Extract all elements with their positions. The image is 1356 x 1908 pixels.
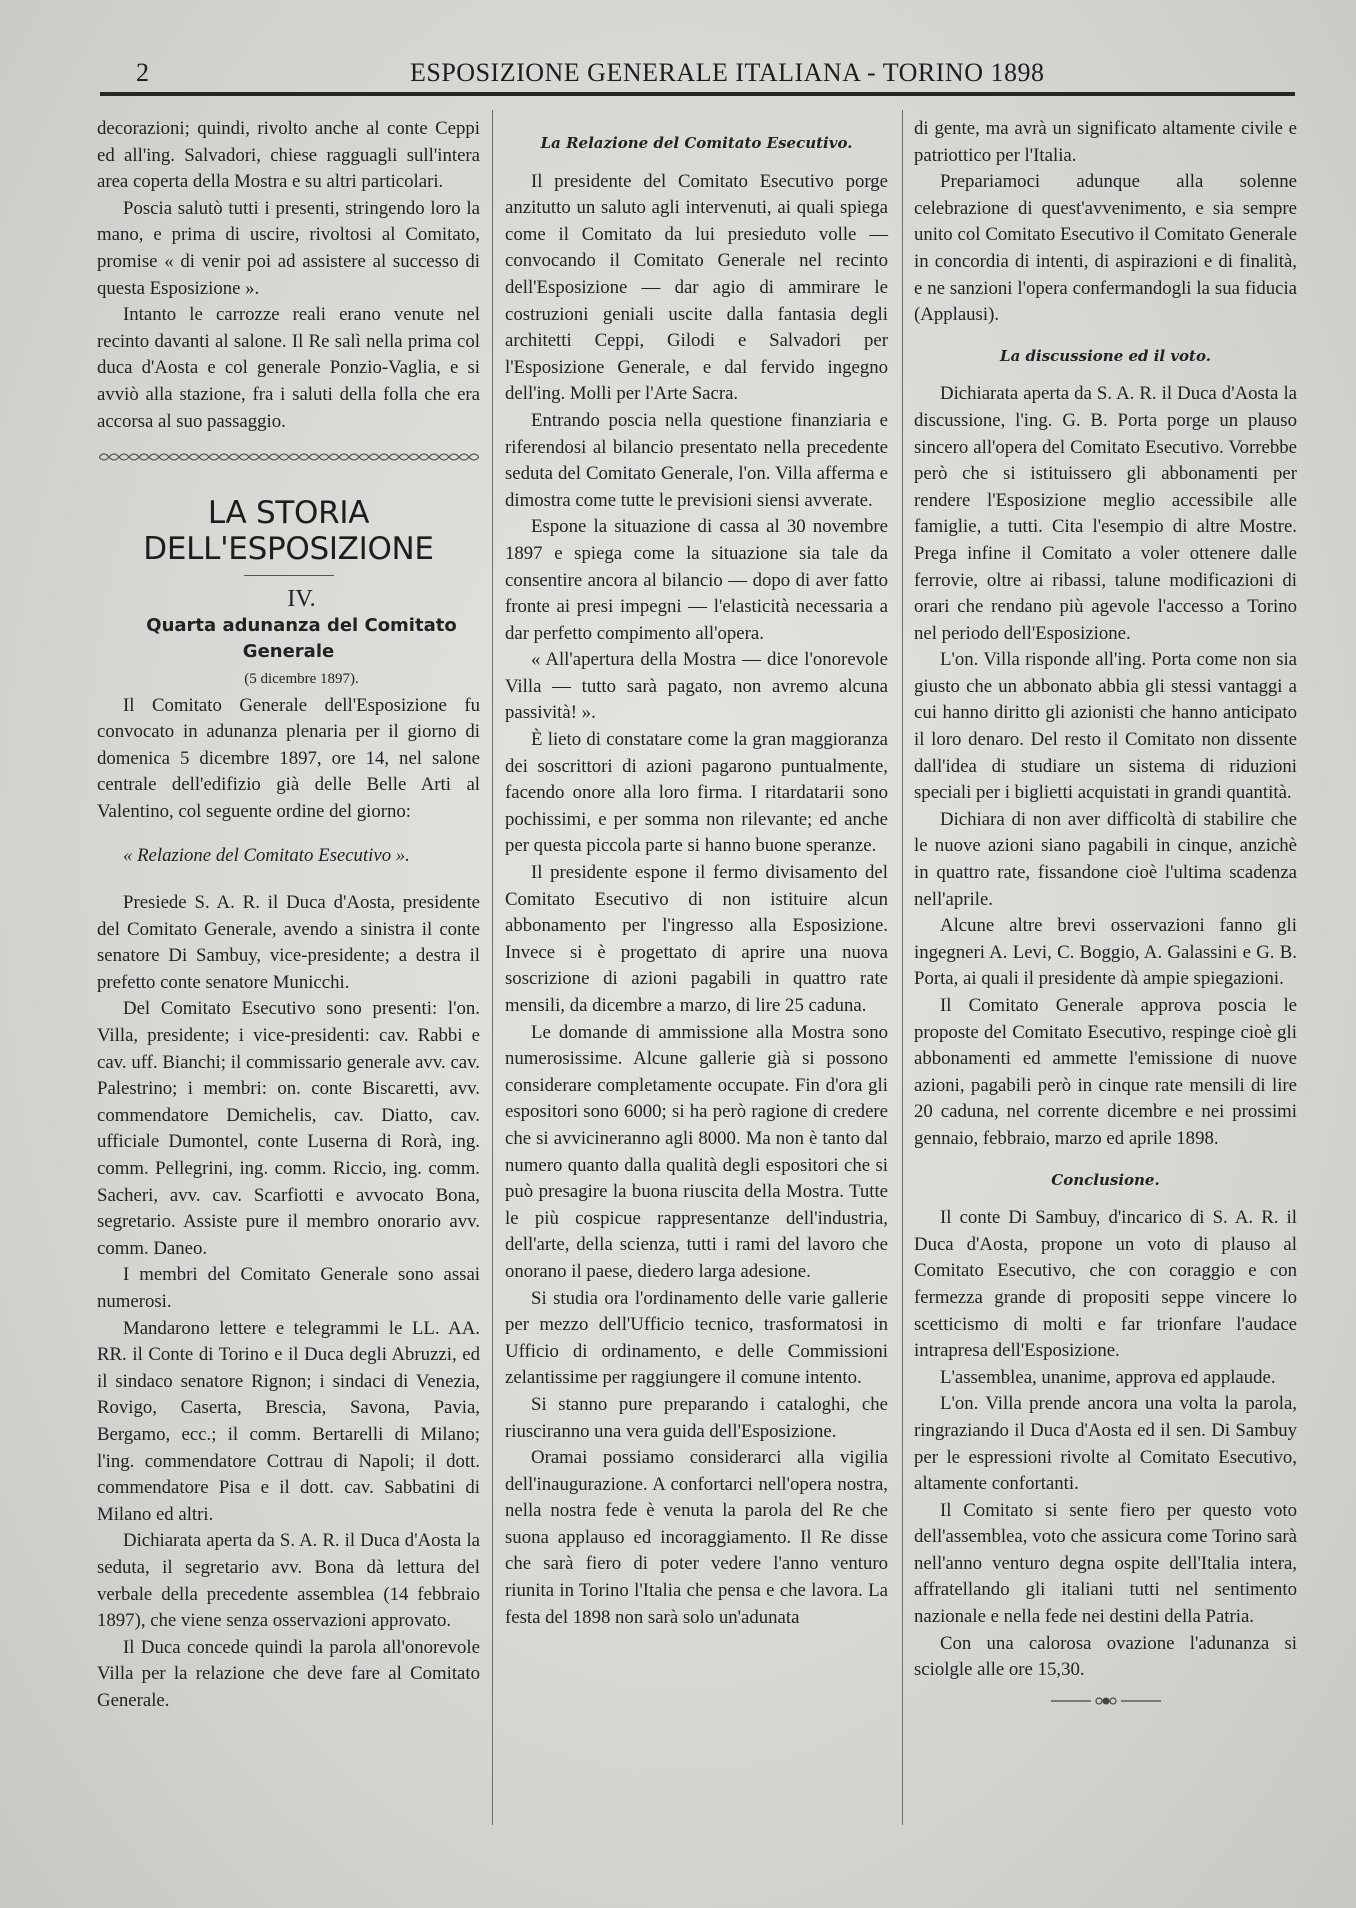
paragraph: Con una calorosa ovazione l'adunanza si sciolgle alle ore 15,30. (914, 1632, 1297, 1681)
paragraph: L'on. Villa prende ancora una volta la parola, ringraziando il Duca d'Aosta ed il sen. Di Sambuy per le espressioni rivolte al Comitato Esecutivo, altamente confortanti. (914, 1393, 1297, 1495)
paragraph: Le domande di ammissione alla Mostra sono numerosissime. Alcune gallerie già si possono considerare completamente occupate. Fin d'ora gli espositori sono 6000; si ha però ragione di credere che si avvicineranno agli 8000. Ma non è tanto dal numero quanto dalla qualità degli espositori che si può presagire la buona riuscita della Mostra. Tutte le più cospicue rappresentanze dell'industria, dell'arte, della scienza, tutti i rami del lavoro che onorano il paese, diedero larga adesione. (505, 1021, 888, 1282)
chapter-numeral: IV. (287, 586, 316, 613)
page-header (120, 52, 1300, 92)
paragraph: Il conte Di Sambuy, d'incarico di S. A. R. il Duca d'Aosta, propone un voto di plauso al Comitato Esecutivo, che con coraggio e con fermezza grande di propositi seppe vincere lo scetticismo di molti e far trionfare l'audace intrapresa dell'Esposizione. (914, 1207, 1297, 1362)
paragraph: « All'apertura della Mostra — dice l'onorevole Villa — tutto sarà pagato, non avremo alcuna passività! ». (505, 649, 888, 724)
paragraph: Il Comitato si sente fiero per questo voto dell'assemblea, voto che assicura come Torino sarà nell'anno venturo degna ospite dell'Italia intera, affratellando gli italiani tutti nel sentimento nazionale e nella fede nei destini della Patria. (914, 1499, 1297, 1628)
paragraph: Il Comitato Generale dell'Esposizione fu convocato in adunanza plenaria per il giorno di domenica 5 dicembre 1897, ore 14, nel salone centrale dell'edifizio già delle Belle Arti al Valentino, col seguente ordine del giorno: (97, 694, 480, 822)
paragraph: Espone la situazione di cassa al 30 novembre 1897 e spiega come la situazione sia tale da consentire ancora al bilancio — dopo di aver fatto fronte ai presi impegni — l'elasticità necessaria a dar perfetto compimento all'opera. (505, 516, 888, 644)
paragraph: Presiede S. A. R. il Duca d'Aosta, presidente del Comitato Generale, avendo a sinistra il conte senatore Di Sambuy, vice-presidente; a destra il prefetto conte senatore Municchi. (97, 892, 480, 993)
end-ornament (914, 1694, 1297, 1716)
running-title: ESPOSIZIONE GENERALE ITALIANA - TORINO 1898 (410, 58, 1045, 87)
agenda-item: « Relazione del Comitato Esecutivo ». (123, 845, 410, 867)
header-rule (100, 92, 1295, 96)
subheading: Conclusione. (1051, 1170, 1160, 1189)
paragraph: Dichiarata aperta da S. A. R. il Duca d'Aosta la seduta, il segretario avv. Bona dà lettura del verbale della precedente assemblea (14 febbraio 1897), che viene senza osservazioni approvato. (97, 1530, 480, 1632)
title-underline (244, 575, 334, 576)
paragraph: Dichiarata aperta da S. A. R. il Duca d'Aosta la discussione, l'ing. G. B. Porta porge un plauso sincero all'opera del Comitato Esecutivo. Vorrebbe però che si istituissero gli abbonamenti per rendere l'Esposizione meglio accessibile alle famiglie, a tutti. Cita l'esempio di altre Mostre. Prega infine il Comitato a voler ottenere dalle ferrovie, oltre ai ribassi, talune modificazioni di orari che rendano più agevole l'accesso a Torino nel periodo dell'Esposizione. (914, 383, 1297, 644)
paragraph: Si stanno pure preparando i cataloghi, che riusciranno una vera guida dell'Esposizione. (505, 1393, 888, 1442)
subheading: La discussione ed il voto. (1000, 346, 1211, 365)
column-divider-1 (492, 110, 493, 1825)
paragraph: Il Duca concede quindi la parola all'onorevole Villa per la relazione che deve fare al Comitato Generale. (97, 1636, 480, 1711)
paragraph: decorazioni; quindi, rivolto anche al conte Ceppi ed all'ing. Salvadori, chiese ragguagli sull'intera area coperta della Mostra e su altri particolari. (97, 118, 480, 193)
meeting-date: (5 dicembre 1897). (244, 670, 359, 687)
column-3 (914, 116, 1297, 1716)
meeting-title: Quarta adunanza del Comitato Generale (146, 614, 457, 663)
paragraph: Prepariamoci adunque alla solenne celebrazione di quest'avvenimento, e sia sempre unito col Comitato Esecutivo il Comitato Generale in concordia di intenti, di aspirazioni e di finalità, e ne sanzioni l'opera confermandogli la sua fiducia (Applausi). (914, 171, 1297, 326)
column-1 (97, 116, 480, 1714)
section-title: LA STORIA DELL'ESPOSIZIONE (143, 495, 434, 568)
paragraph: I membri del Comitato Generale sono assai numerosi. (97, 1264, 480, 1312)
paragraph: Dichiara di non aver difficoltà di stabilire che le nuove azioni siano pagabili in cinque, anzichè in quattro rate, fissandone cioè l'ultima scadenza nell'aprile. (914, 808, 1297, 910)
paragraph: Mandarono lettere e telegrammi le LL. AA. RR. il Conte di Torino e il Duca degli Abruzzi, ed il sindaco senatore Rignon; i sindaci di Venezia, Rovigo, Caserta, Brescia, Savona, Pavia, Bergamo, ecc.; il comm. Bertarelli di Milano; l'ing. commendatore Cottrau di Napoli; il dott. commendatore Pisa e il dott. cav. Sabbatini di Milano ed altri. (97, 1317, 480, 1525)
paragraph: Alcune altre brevi osservazioni fanno gli ingegneri A. Levi, C. Boggio, A. Galassini e G. B. Porta, ai quali il presidente dà ampie spiegazioni. (914, 915, 1297, 990)
paragraph: Intanto le carrozze reali erano venute nel recinto davanti al salone. Il Re salì nella prima col duca d'Aosta e col generale Ponzio-Vaglia, e si avviò alla stazione, fra i saluti della folla che era accorsa al suo passaggio. (97, 304, 480, 432)
paragraph: Il Comitato Generale approva poscia le proposte del Comitato Esecutivo, respinge cioè gli abbonamenti ed ammette l'emissione di nuove azioni, pagabili però in cinque rate mensili di lire 20 caduna, nel corrente dicembre e nei prossimi gennaio, febbraio, marzo ed aprile 1898. (914, 995, 1297, 1149)
paragraph: Entrando poscia nella questione finanziaria e riferendosi al bilancio presentato nella precedente seduta del Comitato Generale, l'on. Villa afferma e dimostra come tutte le previsioni siensi avverate. (505, 409, 888, 511)
paragraph: L'assemblea, unanime, approva ed applaude. (940, 1366, 1276, 1388)
paragraph: Il presidente del Comitato Esecutivo porge anzitutto un saluto agli intervenuti, ai quali spiega come il Comitato da lui presieduto volle — convocando il Comitato Generale nel recinto dell'Esposizione — dar agio di ammirare le costruzioni geniali uscite dalla fantasia degli architetti Ceppi, Gilodi e Salvadori per l'Esposizione Generale, e dal fervido ingegno dell'ing. Molli per l'Arte Sacra. (505, 170, 888, 405)
paragraph: Il presidente espone il fermo divisamento del Comitato Esecutivo di non istituire alcun abbonamento per l'ingresso alla Esposizione. Invece si è progettato di aprire una nuova soscrizione di azioni pagabili in quattro rate mensili, da dicembre a marzo, di lire 25 caduna. (505, 862, 888, 1016)
paragraph: È lieto di constatare come la gran maggioranza dei soscrittori di azioni pagarono puntualmente, facendo onore alla loro firma. I ritardatarii sono pochissimi, e per somma non rilevante; ed anche per questa piccola parte si hanno buone speranze. (505, 729, 888, 857)
subheading: La Relazione del Comitato Esecutivo. (540, 134, 853, 152)
wave-divider-ornament (97, 449, 480, 471)
column-divider-2 (902, 110, 903, 1825)
page-number: 2 (136, 58, 149, 87)
paragraph: Si studia ora l'ordinamento delle varie gallerie per mezzo dell'Ufficio tecnico, trasformatosi in Ufficio di ordinamento, e delle Commissioni zelantissime per raggiungere il comune intento. (505, 1287, 888, 1389)
column-2 (505, 116, 888, 1631)
paragraph: Del Comitato Esecutivo sono presenti: l'on. Villa, presidente; i vice-presidenti: cav. Rabbi e cav. uff. Bianchi; il commissario generale avv. cav. Palestrino; i membri: on. conte Biscaretti, avv. commendatore Demichelis, cav. Diatto, cav. ufficiale Dumontel, conte Luserna di Rorà, ing. comm. Pellegrini, ing. comm. Riccio, ing. comm. Sacheri, avv. cav. Scarfiotti e avvocato Bona, segretario. Assiste pure il membro onorario avv. comm. Daneo. (97, 998, 480, 1259)
paragraph: di gente, ma avrà un significato altamente civile e patriottico per l'Italia. (914, 118, 1297, 166)
paragraph: Oramai possiamo considerarci alla vigilia dell'inaugurazione. A confortarci nell'opera nostra, nella nostra fede è venuta la parola del Re che suona applauso ed incoraggiamento. Il Re disse che sarà fiero di poter vedere l'anno venturo riunita in Torino l'Italia che pensa e che lavora. La festa del 1898 non sarà solo un'adunata (505, 1447, 888, 1628)
paragraph: L'on. Villa risponde all'ing. Porta come non sia giusto che un abbonato abbia gli stessi vantaggi a cui hanno diritto gli azionisti che hanno anticipato il loro denaro. Del resto il Comitato non dissente dall'idea di studiare un sistema di riduzioni speciali per i biglietti acquistati in grandi quantità. (914, 649, 1297, 804)
paragraph: Poscia salutò tutti i presenti, stringendo loro la mano, e prima di uscire, rivoltosi al Comitato, promise « di venir poi ad assistere al successo di questa Esposizione ». (97, 197, 480, 299)
